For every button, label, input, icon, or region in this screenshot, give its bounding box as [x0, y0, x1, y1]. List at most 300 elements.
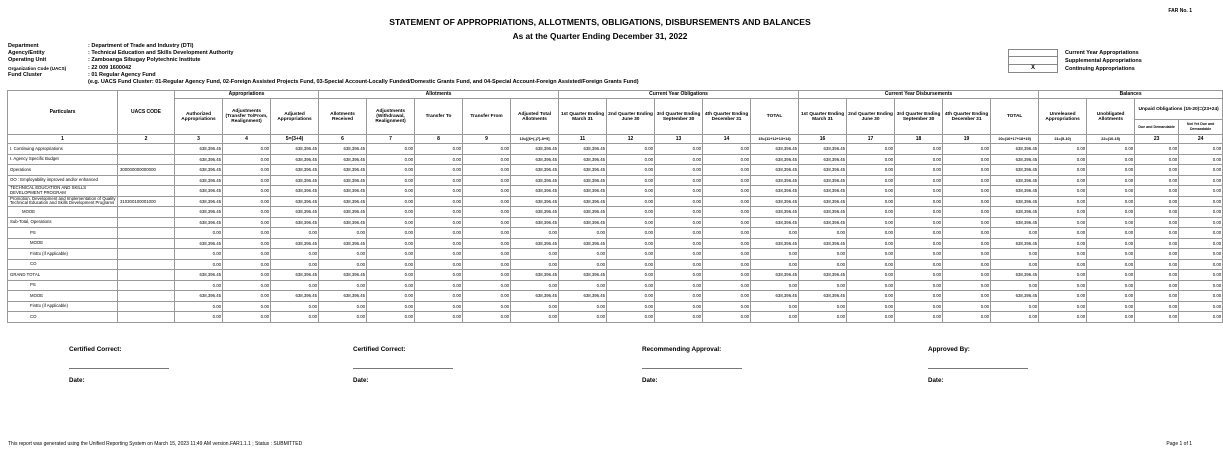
row-value: 638,396.45: [319, 207, 367, 218]
row-value: 0.00: [895, 228, 943, 239]
header-obl-q3: 3rd Quarter Ending September 30: [655, 99, 703, 135]
row-value: 0.00: [991, 259, 1039, 270]
row-value: 0.00: [1087, 217, 1135, 228]
row-value: 0.00: [367, 228, 415, 239]
row-value: 638,396.45: [751, 144, 799, 155]
row-value: 0.00: [703, 154, 751, 165]
row-value: 0.00: [943, 154, 991, 165]
row-value: 0.00: [559, 301, 607, 312]
row-value: 0.00: [1179, 186, 1223, 197]
column-number: 15=(11+12+13+14): [751, 135, 799, 144]
row-value: 0.00: [1039, 238, 1087, 249]
row-value: 0.00: [1087, 154, 1135, 165]
row-value: 0.00: [607, 196, 655, 207]
row-value: 0.00: [703, 301, 751, 312]
row-uacs-code: [118, 270, 175, 281]
row-value: 0.00: [943, 301, 991, 312]
row-value: 0.00: [223, 238, 271, 249]
row-value: 0.00: [463, 207, 511, 218]
row-value: 638,396.45: [271, 291, 319, 302]
info-value: : Technical Education and Skills Development Authority: [88, 50, 234, 57]
row-value: 638,396.45: [175, 175, 223, 186]
row-value: 0.00: [1135, 291, 1179, 302]
header-unpaid-obligations: Unpaid Obligations (15-20)=(23+24): [1135, 99, 1223, 120]
header-allotment-adjustments: Adjustments (Withdrawal, Realignment): [367, 99, 415, 135]
row-value: 0.00: [895, 301, 943, 312]
header-dis-q2: 2nd Quarter Ending June 30: [847, 99, 895, 135]
row-value: 638,396.45: [319, 196, 367, 207]
row-value: 0.00: [367, 291, 415, 302]
row-value: 0.00: [367, 144, 415, 155]
header-transfer-to: Transfer To: [415, 99, 463, 135]
row-value: 0.00: [271, 259, 319, 270]
row-value: 0.00: [607, 154, 655, 165]
row-value: 638,396.45: [271, 217, 319, 228]
info-value: (e.g. UACS Fund Cluster: 01-Regular Agency Fund, 02-Foreign Assisted Projects Fund, 03-Special Account-Locally Funded/Domestic Grants Fund, and 04-Special Account-Foreign Assisted/Foreign Grants Fund): [88, 79, 639, 86]
row-value: 0.00: [799, 312, 847, 323]
row-value: 0.00: [943, 165, 991, 176]
row-value: 0.00: [1135, 312, 1179, 323]
row-value: 0.00: [703, 175, 751, 186]
row-value: 0.00: [655, 238, 703, 249]
row-uacs-code: [118, 144, 175, 155]
column-number: 14: [703, 135, 751, 144]
row-value: 638,396.45: [751, 291, 799, 302]
row-value: 0.00: [703, 144, 751, 155]
row-value: 0.00: [559, 249, 607, 260]
table-body: [8, 144, 1223, 323]
row-value: 0.00: [895, 312, 943, 323]
row-value: 638,396.45: [175, 165, 223, 176]
row-value: 0.00: [847, 259, 895, 270]
row-value: 638,396.45: [799, 165, 847, 176]
row-value: 638,396.45: [271, 144, 319, 155]
row-value: 0.00: [223, 280, 271, 291]
row-value: 0.00: [703, 270, 751, 281]
signature-line: [69, 368, 169, 369]
row-value: 0.00: [1039, 228, 1087, 239]
option-row: [1008, 49, 1142, 57]
row-value: 0.00: [463, 238, 511, 249]
row-value: 638,396.45: [559, 144, 607, 155]
option-checkbox[interactable]: [1008, 57, 1058, 65]
row-value: 638,396.45: [751, 196, 799, 207]
report-title: STATEMENT OF APPROPRIATIONS, ALLOTMENTS, OBLIGATIONS, DISBURSEMENTS AND BALANCES: [389, 17, 811, 27]
row-value: 0.00: [847, 154, 895, 165]
row-value: 638,396.45: [991, 144, 1039, 155]
row-value: 0.00: [751, 280, 799, 291]
row-value: 0.00: [415, 280, 463, 291]
row-value: 638,396.45: [559, 154, 607, 165]
option-label: Supplemental Appropriations: [1065, 58, 1142, 64]
row-value: 0.00: [895, 186, 943, 197]
row-value: 0.00: [1087, 301, 1135, 312]
row-particulars: FinEx (if Applicable): [8, 301, 118, 312]
row-value: 0.00: [367, 270, 415, 281]
row-value: 638,396.45: [271, 165, 319, 176]
table-row: [8, 165, 1223, 176]
row-value: 638,396.45: [751, 175, 799, 186]
row-value: 0.00: [1135, 270, 1179, 281]
row-value: 0.00: [703, 186, 751, 197]
column-number: 5=(3+4): [271, 135, 319, 144]
row-value: 0.00: [607, 186, 655, 197]
row-value: 638,396.45: [175, 291, 223, 302]
row-value: 0.00: [895, 207, 943, 218]
row-value: 0.00: [1179, 228, 1223, 239]
row-value: 0.00: [703, 291, 751, 302]
info-row: [8, 43, 639, 50]
row-value: 0.00: [1039, 291, 1087, 302]
row-value: 0.00: [607, 238, 655, 249]
column-number: 8: [415, 135, 463, 144]
row-value: 0.00: [847, 196, 895, 207]
row-value: 0.00: [511, 249, 559, 260]
row-value: 0.00: [847, 301, 895, 312]
row-value: 638,396.45: [991, 175, 1039, 186]
row-value: 0.00: [1039, 301, 1087, 312]
row-value: 638,396.45: [511, 165, 559, 176]
row-value: 638,396.45: [175, 238, 223, 249]
row-value: 0.00: [1179, 207, 1223, 218]
row-value: 0.00: [511, 228, 559, 239]
row-value: 638,396.45: [799, 291, 847, 302]
row-value: 0.00: [655, 165, 703, 176]
row-value: 638,396.45: [271, 186, 319, 197]
row-value: 0.00: [463, 228, 511, 239]
row-value: 0.00: [415, 175, 463, 186]
row-value: 0.00: [895, 165, 943, 176]
row-value: 0.00: [463, 312, 511, 323]
row-value: 0.00: [367, 301, 415, 312]
row-value: 0.00: [1087, 291, 1135, 302]
row-value: 0.00: [943, 207, 991, 218]
row-particulars: PS: [8, 228, 118, 239]
row-value: 638,396.45: [511, 207, 559, 218]
row-value: 0.00: [607, 312, 655, 323]
row-value: 0.00: [175, 259, 223, 270]
table-row: [8, 217, 1223, 228]
info-label: [8, 79, 88, 86]
row-value: 638,396.45: [511, 238, 559, 249]
column-number: 10=[{6+(-)7}-8+9]: [511, 135, 559, 144]
row-particulars: I. Continuing Appropriations: [8, 144, 118, 155]
row-value: 638,396.45: [991, 207, 1039, 218]
row-value: 0.00: [1039, 249, 1087, 260]
row-value: 0.00: [367, 154, 415, 165]
row-particulars: OO : Employability improved and/or enhanced: [8, 175, 118, 186]
row-value: 638,396.45: [319, 175, 367, 186]
row-value: 638,396.45: [559, 238, 607, 249]
table-row: [8, 228, 1223, 239]
header-authorized: Authorized Appropriations: [175, 99, 223, 135]
option-checkbox[interactable]: [1008, 49, 1058, 57]
row-value: 638,396.45: [991, 291, 1039, 302]
row-value: 638,396.45: [559, 175, 607, 186]
row-value: 0.00: [847, 280, 895, 291]
table-row: [8, 291, 1223, 302]
row-value: 0.00: [751, 312, 799, 323]
info-value: : 01 Regular Agency Fund: [88, 71, 156, 78]
header-disbursements: Current Year Disbursements: [799, 91, 1039, 99]
row-value: 0.00: [1135, 280, 1179, 291]
row-value: 0.00: [223, 301, 271, 312]
header-obl-q4: 4th Quarter Ending December 31: [703, 99, 751, 135]
row-value: 0.00: [655, 259, 703, 270]
table-row: [8, 249, 1223, 260]
column-number: 11: [559, 135, 607, 144]
far-table: [7, 90, 1223, 323]
row-value: 0.00: [655, 207, 703, 218]
signature-date: Date:: [928, 377, 944, 384]
row-value: 0.00: [847, 217, 895, 228]
option-label: Current Year Appropriations: [1065, 50, 1139, 56]
row-value: 638,396.45: [319, 165, 367, 176]
signature-label: Recommending Approval:: [642, 346, 722, 353]
row-value: 0.00: [319, 228, 367, 239]
row-value: 0.00: [415, 249, 463, 260]
info-label: Agency/Entity: [8, 50, 45, 57]
row-value: 0.00: [607, 301, 655, 312]
row-value: 638,396.45: [799, 238, 847, 249]
row-value: 638,396.45: [991, 186, 1039, 197]
row-value: 0.00: [847, 312, 895, 323]
row-value: 0.00: [463, 301, 511, 312]
header-obl-q2: 2nd Quarter Ending June 30: [607, 99, 655, 135]
row-value: 0.00: [463, 196, 511, 207]
header-dis-total: TOTAL: [991, 99, 1039, 135]
header-dis-q4: 4th Quarter Ending December 31: [943, 99, 991, 135]
row-value: 0.00: [271, 312, 319, 323]
row-value: 0.00: [1039, 207, 1087, 218]
header-adjusted: Adjusted Appropriations: [271, 99, 319, 135]
report-info: [8, 43, 639, 86]
row-value: 0.00: [1039, 270, 1087, 281]
header-balances: Balances: [1039, 91, 1223, 99]
row-value: 0.00: [415, 259, 463, 270]
row-value: 0.00: [943, 196, 991, 207]
signature-date: Date:: [642, 377, 658, 384]
row-value: 0.00: [1135, 154, 1179, 165]
row-value: 0.00: [1135, 144, 1179, 155]
option-checkbox[interactable]: X: [1008, 65, 1058, 73]
row-value: 0.00: [607, 228, 655, 239]
row-value: 0.00: [415, 217, 463, 228]
row-value: 0.00: [1039, 196, 1087, 207]
row-value: 0.00: [223, 154, 271, 165]
row-value: 0.00: [943, 270, 991, 281]
info-row: [8, 79, 639, 86]
row-value: 0.00: [511, 312, 559, 323]
row-value: 0.00: [1179, 165, 1223, 176]
row-value: 0.00: [223, 217, 271, 228]
row-value: 0.00: [1179, 249, 1223, 260]
row-value: 0.00: [943, 249, 991, 260]
report-subtitle: As at the Quarter Ending December 31, 2022: [512, 31, 688, 41]
signature-date: Date:: [69, 377, 85, 384]
row-value: 638,396.45: [271, 175, 319, 186]
row-value: 638,396.45: [271, 238, 319, 249]
row-value: 0.00: [895, 175, 943, 186]
row-value: 0.00: [367, 165, 415, 176]
column-number: 17: [847, 135, 895, 144]
row-value: 0.00: [607, 175, 655, 186]
column-number-row: [8, 135, 1223, 144]
row-value: 0.00: [463, 217, 511, 228]
row-value: 0.00: [703, 228, 751, 239]
row-value: 0.00: [703, 165, 751, 176]
row-value: 0.00: [991, 301, 1039, 312]
row-value: 0.00: [607, 291, 655, 302]
info-row: [8, 50, 639, 57]
row-value: 638,396.45: [559, 186, 607, 197]
row-value: 0.00: [223, 270, 271, 281]
row-value: 0.00: [991, 249, 1039, 260]
row-value: 0.00: [847, 165, 895, 176]
row-uacs-code: [118, 217, 175, 228]
info-label: Department: [8, 43, 39, 49]
row-value: 0.00: [415, 196, 463, 207]
row-value: 638,396.45: [559, 207, 607, 218]
info-row: [8, 65, 639, 72]
signature-label: Certified Correct:: [353, 346, 406, 353]
row-value: 0.00: [895, 196, 943, 207]
table-row: [8, 207, 1223, 218]
row-value: 0.00: [1087, 249, 1135, 260]
row-value: 0.00: [895, 144, 943, 155]
row-value: 0.00: [511, 259, 559, 270]
row-value: 638,396.45: [799, 186, 847, 197]
row-particulars: Sub-Total, Operations: [8, 217, 118, 228]
row-value: 0.00: [1087, 207, 1135, 218]
column-number: 13: [655, 135, 703, 144]
info-label: Fund Cluster: [8, 71, 42, 78]
table-row: [8, 175, 1223, 186]
row-value: 0.00: [367, 207, 415, 218]
row-value: 0.00: [415, 228, 463, 239]
row-value: 0.00: [703, 217, 751, 228]
row-value: 0.00: [1179, 280, 1223, 291]
row-value: 0.00: [943, 175, 991, 186]
row-value: 0.00: [1087, 165, 1135, 176]
row-value: 638,396.45: [175, 154, 223, 165]
row-value: 0.00: [319, 280, 367, 291]
table-row: [8, 312, 1223, 323]
row-value: 0.00: [367, 175, 415, 186]
row-value: 0.00: [1087, 196, 1135, 207]
row-value: 0.00: [319, 259, 367, 270]
row-value: 0.00: [223, 207, 271, 218]
row-value: 638,396.45: [751, 186, 799, 197]
table-row: [8, 259, 1223, 270]
row-value: 0.00: [175, 312, 223, 323]
row-value: 0.00: [847, 238, 895, 249]
signature-label: Certified Correct:: [69, 346, 122, 353]
row-value: 638,396.45: [991, 196, 1039, 207]
row-value: 0.00: [1179, 175, 1223, 186]
row-value: 0.00: [655, 280, 703, 291]
row-value: 0.00: [1135, 186, 1179, 197]
row-value: 0.00: [223, 175, 271, 186]
row-value: 0.00: [1135, 301, 1179, 312]
row-value: 0.00: [607, 280, 655, 291]
row-value: 638,396.45: [991, 154, 1039, 165]
row-value: 0.00: [895, 238, 943, 249]
column-number: 2: [118, 135, 175, 144]
row-uacs-code: [118, 228, 175, 239]
row-value: 0.00: [799, 301, 847, 312]
row-value: 0.00: [1039, 144, 1087, 155]
row-value: 0.00: [895, 217, 943, 228]
row-value: 0.00: [223, 196, 271, 207]
row-particulars: FinEx (if Applicable): [8, 249, 118, 260]
row-value: 0.00: [367, 312, 415, 323]
row-value: 0.00: [847, 249, 895, 260]
row-value: 0.00: [367, 196, 415, 207]
row-value: 0.00: [367, 217, 415, 228]
row-value: 638,396.45: [751, 270, 799, 281]
row-value: 638,396.45: [559, 270, 607, 281]
row-value: 0.00: [367, 249, 415, 260]
row-value: 638,396.45: [991, 217, 1039, 228]
row-value: 0.00: [367, 186, 415, 197]
row-value: 0.00: [943, 291, 991, 302]
row-value: 0.00: [703, 259, 751, 270]
column-number: 20=(16+17+18+19): [991, 135, 1039, 144]
row-value: 638,396.45: [799, 154, 847, 165]
row-value: 0.00: [1179, 270, 1223, 281]
row-value: 0.00: [751, 249, 799, 260]
column-number: 7: [367, 135, 415, 144]
row-value: 0.00: [1179, 217, 1223, 228]
row-uacs-code: [118, 175, 175, 186]
row-value: 0.00: [415, 291, 463, 302]
row-value: 638,396.45: [799, 175, 847, 186]
column-number: 4: [223, 135, 271, 144]
row-value: 0.00: [1179, 144, 1223, 155]
column-number: 6: [319, 135, 367, 144]
row-value: 0.00: [847, 228, 895, 239]
header-due-demandable: Due and Demandable: [1135, 120, 1179, 135]
row-value: 0.00: [655, 186, 703, 197]
row-value: 0.00: [607, 207, 655, 218]
info-label: Organization Code (UACS): [8, 65, 67, 71]
row-particulars: MOOE: [8, 291, 118, 302]
row-value: 0.00: [175, 249, 223, 260]
row-value: 0.00: [799, 280, 847, 291]
row-value: 0.00: [415, 301, 463, 312]
row-value: 0.00: [319, 301, 367, 312]
row-value: 0.00: [1087, 280, 1135, 291]
row-particulars: I. Agency Specific Budget: [8, 154, 118, 165]
signature-line: [353, 368, 453, 369]
row-value: 0.00: [1039, 154, 1087, 165]
row-value: 0.00: [1179, 238, 1223, 249]
header-obl-total: TOTAL: [751, 99, 799, 135]
info-label: Operating Unit: [8, 57, 47, 64]
header-allotments-received: Allotments Received: [319, 99, 367, 135]
header-allotments: Allotments: [319, 91, 559, 99]
row-value: 0.00: [463, 270, 511, 281]
signature-line: [928, 368, 1028, 369]
row-value: 0.00: [271, 249, 319, 260]
row-particulars: GRAND TOTAL: [8, 270, 118, 281]
row-value: 638,396.45: [175, 196, 223, 207]
row-value: 0.00: [607, 249, 655, 260]
row-uacs-code: 310300100001000: [118, 196, 175, 207]
row-value: 0.00: [463, 249, 511, 260]
row-value: 638,396.45: [751, 165, 799, 176]
